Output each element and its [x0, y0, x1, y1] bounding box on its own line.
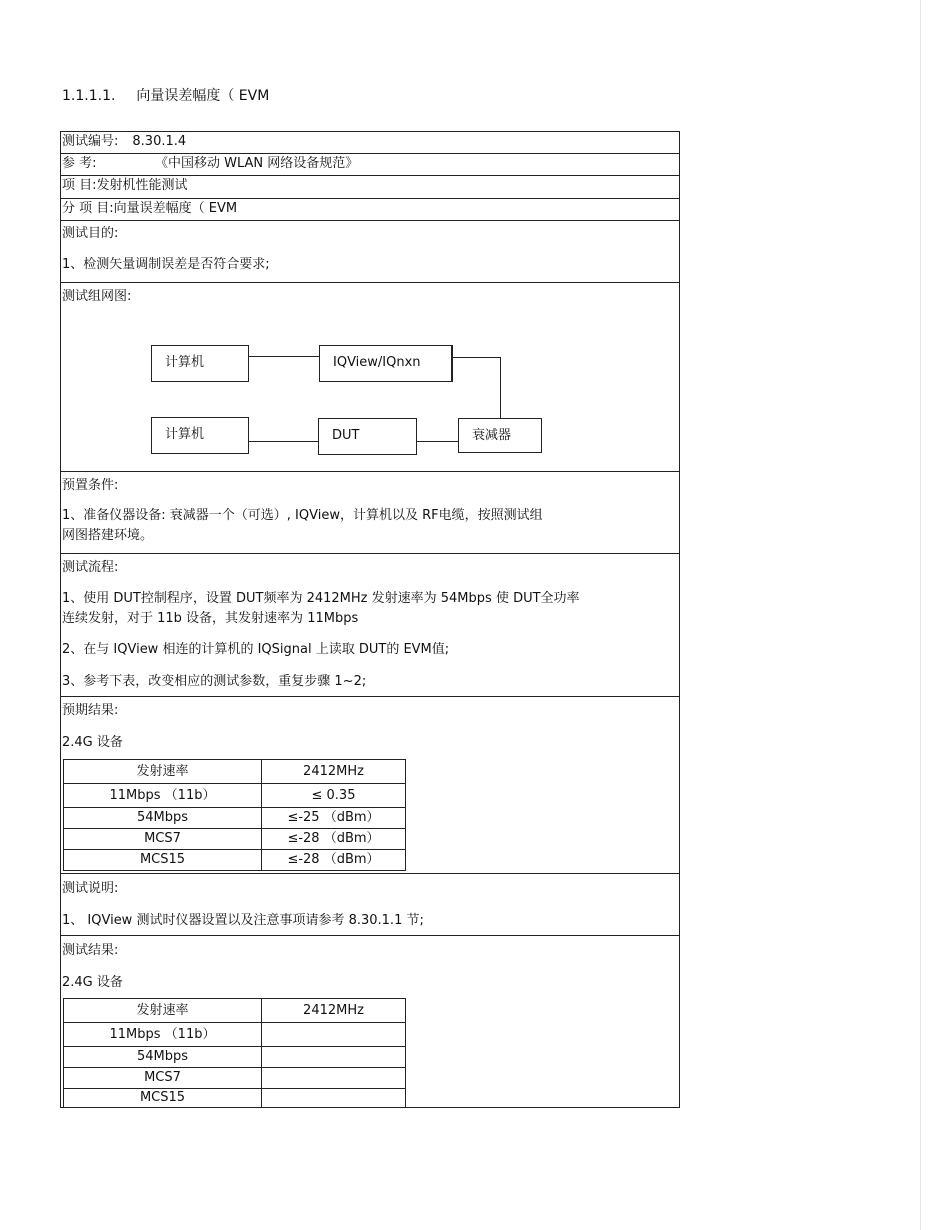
- row-test-notes: 测试说明: 1、 IQView 测试时仪器设置以及注意事项请参考 8.30.1.1 节;: [61, 874, 679, 936]
- section-number: 1.1.1.1.: [62, 88, 116, 104]
- page-edge: [920, 0, 921, 1230]
- section-title: 向量误差幅度（ EVM: [136, 88, 270, 104]
- reference-value: 《中国移动 WLAN 网络设备规范》: [155, 156, 359, 171]
- row-subitem: 分 项 目:向量误差幅度（ EVM: [61, 199, 679, 221]
- expected-results-table: [63, 759, 406, 871]
- row-network-diagram: 测试组网图: 计算机 IQView/IQnxn 计算机 DUT 衰减器: [61, 283, 679, 472]
- connector-line: [453, 357, 501, 358]
- row-test-results: 测试结果: 2.4G 设备 发射速率 2412MHz 11Mbps （11b） 54Mbps MCS7 MCS15: [61, 936, 679, 1109]
- table-row: MCS7: [64, 1068, 406, 1089]
- row-expected-results: 预期结果: 2.4G 设备 发射速率 2412MHz 11Mbps （11b） ≤ 0.35 54Mbps ≤-25 （dBm） MCS7 ≤-28 （dBm） MCS15 ≤-28 （dBm）: [61, 697, 679, 874]
- row-purpose: 测试目的: 1、检测矢量调制误差是否符合要求;: [61, 221, 679, 283]
- row-precondition: 预置条件: 1、准备仪器设备: 衰减器一个（可选）, IQView，计算机以及 RF电缆，按照测试组 网图搭建环境。: [61, 472, 679, 554]
- computer-box-2: 计算机: [151, 417, 249, 454]
- purpose-item: 1、检测矢量调制误差是否符合要求;: [62, 257, 270, 272]
- table-row: 发射速率 2412MHz: [64, 760, 406, 784]
- connector-line: [500, 357, 501, 418]
- row-item: 项 目:发射机性能测试: [61, 176, 679, 199]
- table-row: 11Mbps （11b） ≤ 0.35: [64, 784, 406, 808]
- dut-box: DUT: [318, 418, 417, 455]
- connector-line: [249, 356, 319, 357]
- subitem-value: 向量误差幅度（ EVM: [113, 201, 238, 216]
- test-id-value: 8.30.1.4: [132, 134, 187, 149]
- test-case-table: [60, 131, 680, 1108]
- row-reference: 参 考: 《中国移动 WLAN 网络设备规范》: [61, 154, 679, 176]
- attenuator-box: 衰减器: [458, 418, 542, 453]
- results-table: [63, 998, 406, 1108]
- connector-line: [417, 441, 458, 442]
- section-heading: [62, 85, 269, 105]
- table-row: 11Mbps （11b）: [64, 1023, 406, 1047]
- item-value: 发射机性能测试: [96, 178, 188, 193]
- table-row: 54Mbps ≤-25 （dBm）: [64, 808, 406, 829]
- computer-box-1: 计算机: [151, 345, 249, 382]
- table-row: 54Mbps: [64, 1047, 406, 1068]
- iqview-box: IQView/IQnxn: [319, 345, 453, 382]
- table-row: 发射速率 2412MHz: [64, 999, 406, 1023]
- row-procedure: 测试流程: 1、使用 DUT控制程序，设置 DUT频率为 2412MHz 发射速率为 54Mbps 使 DUT全功率 连续发射，对于 11b 设备，其发射速率为 11Mbps 2、在与 IQView 相连的计算机的 IQSignal 上读取 DUT的 EVM值; 3、参考下表，改变相应的测试参数，重复步骤 1~2;: [61, 554, 679, 697]
- table-row: MCS7 ≤-28 （dBm）: [64, 829, 406, 850]
- connector-line: [249, 441, 318, 442]
- table-row: MCS15: [64, 1089, 406, 1108]
- row-test-id: 测试编号: 8.30.1.4: [61, 132, 679, 154]
- table-row: MCS15 ≤-28 （dBm）: [64, 850, 406, 871]
